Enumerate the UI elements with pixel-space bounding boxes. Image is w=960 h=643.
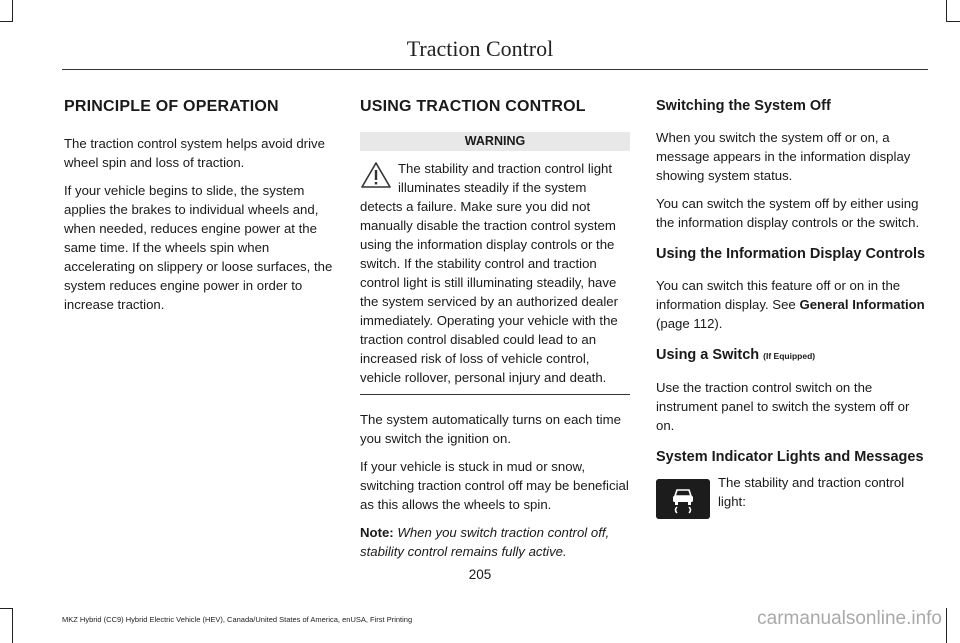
header-rule (62, 69, 928, 70)
footer-text: MKZ Hybrid (CC9) Hybrid Electric Vehicle (HEV), Canada/United States of America, enUSA, First Printing (62, 615, 413, 624)
warning-box (360, 159, 630, 387)
subheading-indicator-lights: System Indicator Lights and Messages (656, 449, 924, 465)
note (360, 523, 630, 561)
paragraph: The traction control system helps avoid drive wheel spin and loss of traction. (64, 136, 325, 170)
note-text: When you switch traction control off, stability control remains fully active. (360, 525, 610, 559)
page-number: 205 (468, 567, 492, 582)
paragraph: If your vehicle begins to slide, the system applies the brakes to individual wheels and, when needed, reduces engine power at the same time. If the wheels spin when accelerating on slippery or loose surfaces, the system reduces engine power in order to increase traction. (64, 183, 333, 312)
note-label: Note: (360, 525, 394, 540)
text: You can switch this feature off or on in the information display. See (656, 278, 901, 312)
paragraph: The system automatically turns on each time you switch the ignition on. (360, 412, 621, 446)
subheading-switching-off: Switching the System Off (656, 98, 831, 114)
if-equipped-note: (If Equipped) (763, 351, 816, 361)
text: Using a Switch (656, 347, 760, 363)
column-right (656, 96, 928, 519)
cross-reference-link[interactable]: General Information (799, 297, 925, 312)
paragraph: When you switch the system off or on, a message appears in the information display showing system status. (656, 130, 911, 183)
subheading-using-switch (656, 345, 928, 366)
watermark: carmanualsonline.info (757, 608, 942, 629)
stability-traction-control-light-icon (656, 479, 710, 519)
crop-mark (12, 0, 13, 21)
column-left (64, 96, 338, 323)
crop-mark (0, 608, 13, 609)
paragraph: If your vehicle is stuck in mud or snow, switching traction control off may be beneficial as this allows the wheels to spin. (360, 459, 629, 512)
warning-text: The stability and traction control light illuminates steadily if the system detects a failure. Make sure you did not manually disable the traction control system using the information display controls or the switch. If the stability control and traction control light is still illuminating steadily, have the system serviced by an authorized dealer immediately. Operating your vehicle with the traction control disabled could lead to an increased risk of loss of vehicle control, vehicle rollover, personal injury and death. (360, 161, 619, 385)
crop-mark (946, 0, 947, 21)
crop-mark (946, 21, 960, 22)
paragraph (656, 276, 928, 333)
section-heading-principle: PRINCIPLE OF OPERATION (64, 98, 279, 115)
crop-mark (0, 21, 13, 22)
paragraph: You can switch the system off by either using the information display controls or the switch. (656, 196, 920, 230)
crop-mark (12, 608, 13, 643)
warning-divider (360, 394, 630, 395)
crop-mark (946, 608, 947, 643)
section-heading-using: USING TRACTION CONTROL (360, 98, 586, 115)
warning-triangle-icon (360, 161, 392, 189)
paragraph: The stability and traction control light: (718, 475, 905, 509)
warning-label: WARNING (360, 132, 630, 151)
subheading-information-display: Using the Information Display Controls (656, 246, 926, 262)
paragraph: Use the traction control switch on the instrument panel to switch the system off or on. (656, 380, 910, 433)
page-title: Traction Control (406, 36, 554, 61)
page-reference: (page 112). (656, 316, 723, 331)
column-middle (360, 96, 630, 570)
indicator-row (656, 473, 928, 519)
